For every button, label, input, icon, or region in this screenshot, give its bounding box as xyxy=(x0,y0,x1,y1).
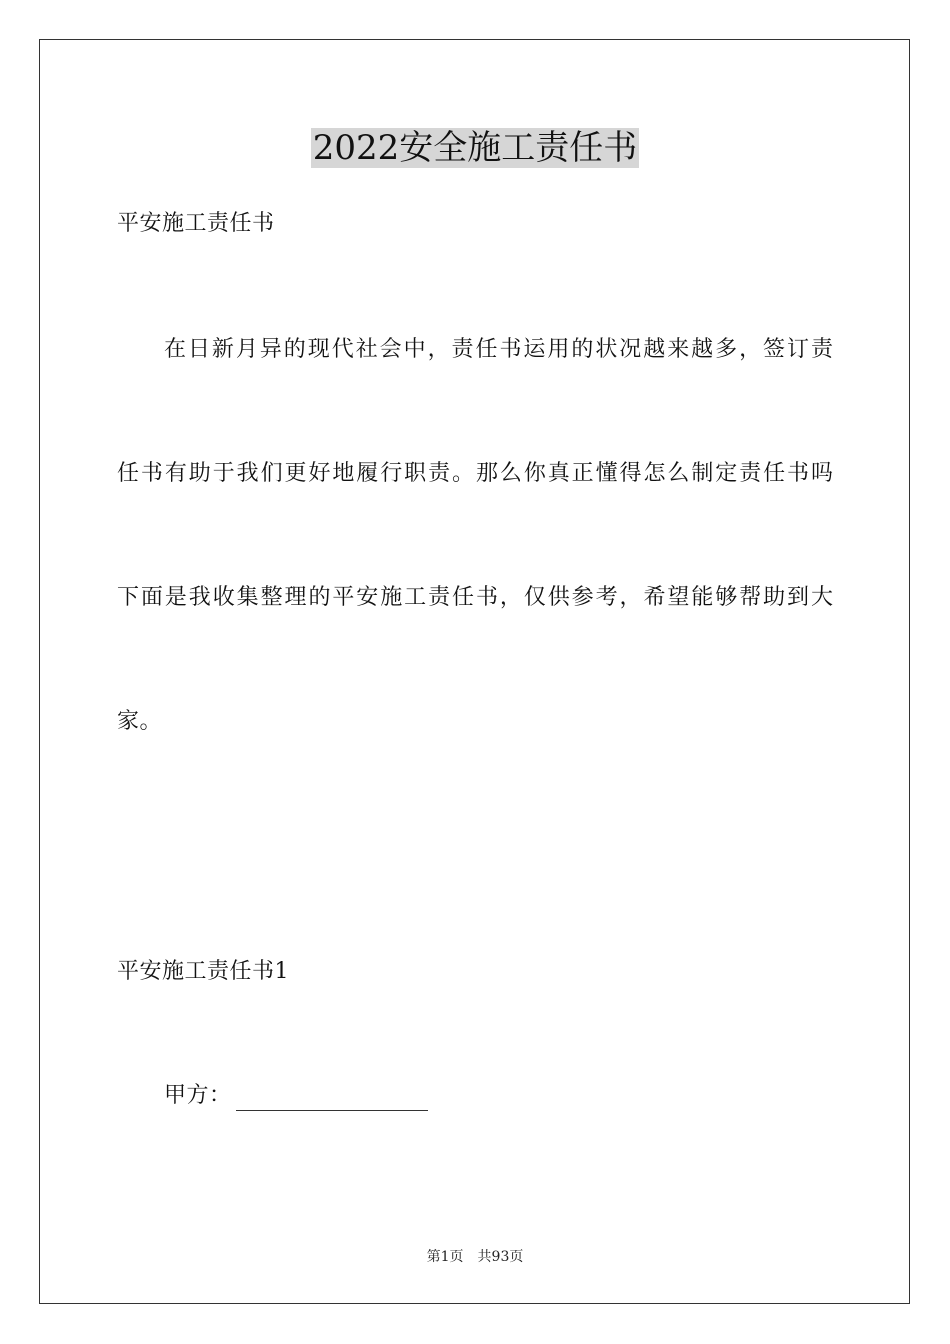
paragraph-line: 任书有助于我们更好地履行职责。那么你真正懂得怎么制定责任书吗 xyxy=(117,461,833,486)
paragraph-line: 在日新月异的现代社会中，责任书运用的状况越来越多，签订责 xyxy=(164,337,833,362)
party-a-blank xyxy=(236,1088,428,1111)
page-footer: 第1页 共93页 xyxy=(426,1249,524,1265)
party-a-label: 甲方： xyxy=(164,1083,232,1108)
section-heading: 平安施工责任书1 xyxy=(117,959,289,984)
paragraph-line: 下面是我收集整理的平安施工责任书，仅供参考，希望能够帮助到大 xyxy=(117,585,833,610)
document-title-text: 2022安全施工责任书 xyxy=(312,128,638,168)
document-heading: 平安施工责任书 xyxy=(117,211,275,236)
party-a-line xyxy=(164,1081,428,1111)
document-title xyxy=(0,126,950,170)
paragraph-line: 家。 xyxy=(117,709,163,734)
